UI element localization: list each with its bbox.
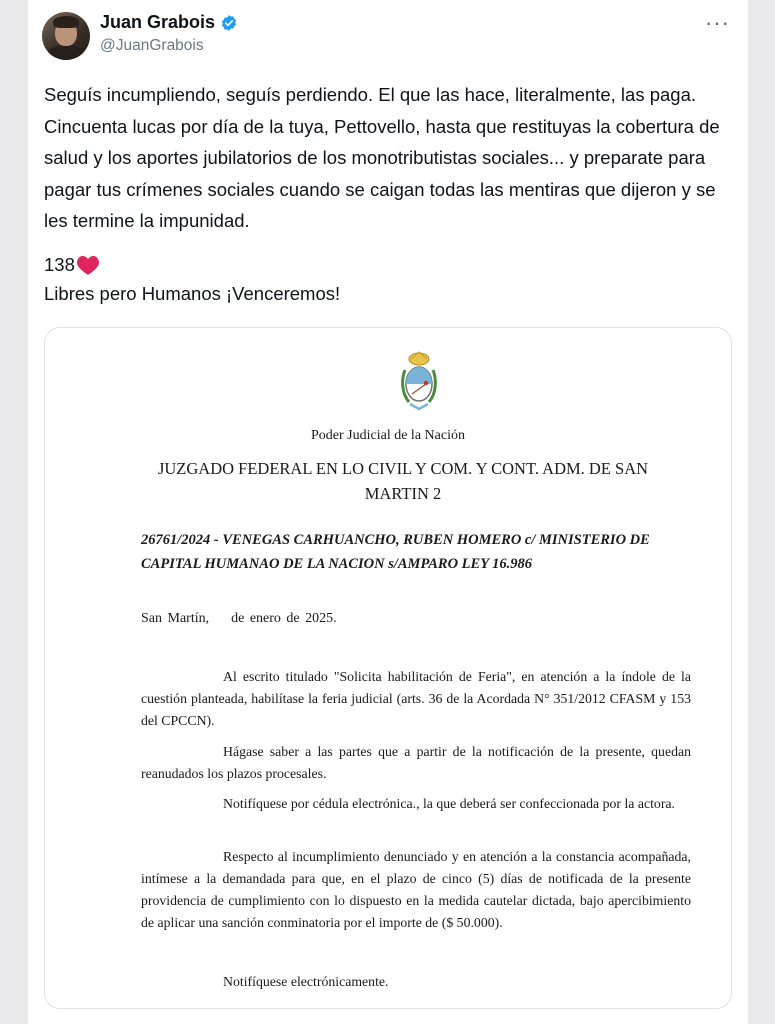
argentina-coat-of-arms-icon: [400, 350, 438, 412]
document-paragraph: Notifíquese electrónicamente.: [223, 974, 389, 989]
display-name[interactable]: Juan Grabois: [100, 12, 216, 32]
heart-icon: [76, 254, 100, 276]
like-count: 138: [44, 254, 75, 275]
avatar[interactable]: [42, 12, 90, 60]
document-paragraph: Respecto al incumplimiento denunciado y en atención a la constancia acompañada, intímese a la demandada para que, en el plazo de cinco (5) días de notificada de la presente providencia de cumplimiento con lo dispuesto en la medida cautelar dictada, bajo apercibimiento de aplicar una sanción conminatoria por el importe de ($ 50.000).: [141, 849, 691, 930]
tweet-header: [42, 10, 734, 66]
avatar-body: [46, 46, 86, 60]
author-handle[interactable]: @JuanGrabois: [100, 37, 204, 54]
institution-heading: Poder Judicial de la Nación: [311, 428, 465, 443]
tweet: [28, 0, 748, 1024]
avatar-hair: [53, 16, 79, 28]
document-paragraph: Al escrito titulado "Solicita habilitación de Feria", en atención a la índole de la cuestión planteada, habilítase la feria judicial (arts. 36 de la Acordada N° 351/2012 CFASM y 153 del CPCCN).: [141, 669, 691, 728]
name-row: [100, 12, 238, 33]
case-caption: 26761/2024 - VENEGAS CARHUANCHO, RUBEN HOMERO c/ MINISTERIO DE CAPITAL HUMANAO DE LA NACION s/AMPARO LEY 16.986: [141, 532, 650, 572]
tweet-text: Seguís incumpliendo, seguís perdiendo. El que las hace, literalmente, las paga. Cincuenta lucas por día de la tuya, Pettovello, hasta que restituyas la cobertura de salud y los aportes jubilatorios de los monotributistas sociales... y preparate para pagar tus crímenes sociales cuando se caigan todas las mentiras que dijeron y se les termine la impunidad.: [44, 84, 720, 231]
like-count-row: [44, 254, 100, 276]
tweet-motto: Libres pero Humanos ¡Venceremos!: [44, 283, 341, 304]
document-date: San Martín, de enero de 2025.: [141, 611, 337, 626]
more-options-icon[interactable]: ···: [705, 10, 730, 35]
document-paragraph: Notifíquese por cédula electrónica., la que deberá ser confeccionada por la actora.: [223, 796, 675, 811]
court-document: [45, 328, 731, 1008]
court-heading: JUZGADO FEDERAL EN LO CIVIL Y COM. Y CONT. ADM. DE SAN MARTIN 2: [157, 459, 649, 503]
attached-image-card[interactable]: [44, 327, 732, 1009]
document-paragraph: Hágase saber a las partes que a partir de la notificación de la presente, quedan reanudados los plazos procesales.: [141, 744, 691, 781]
verified-badge-icon: [220, 14, 238, 32]
